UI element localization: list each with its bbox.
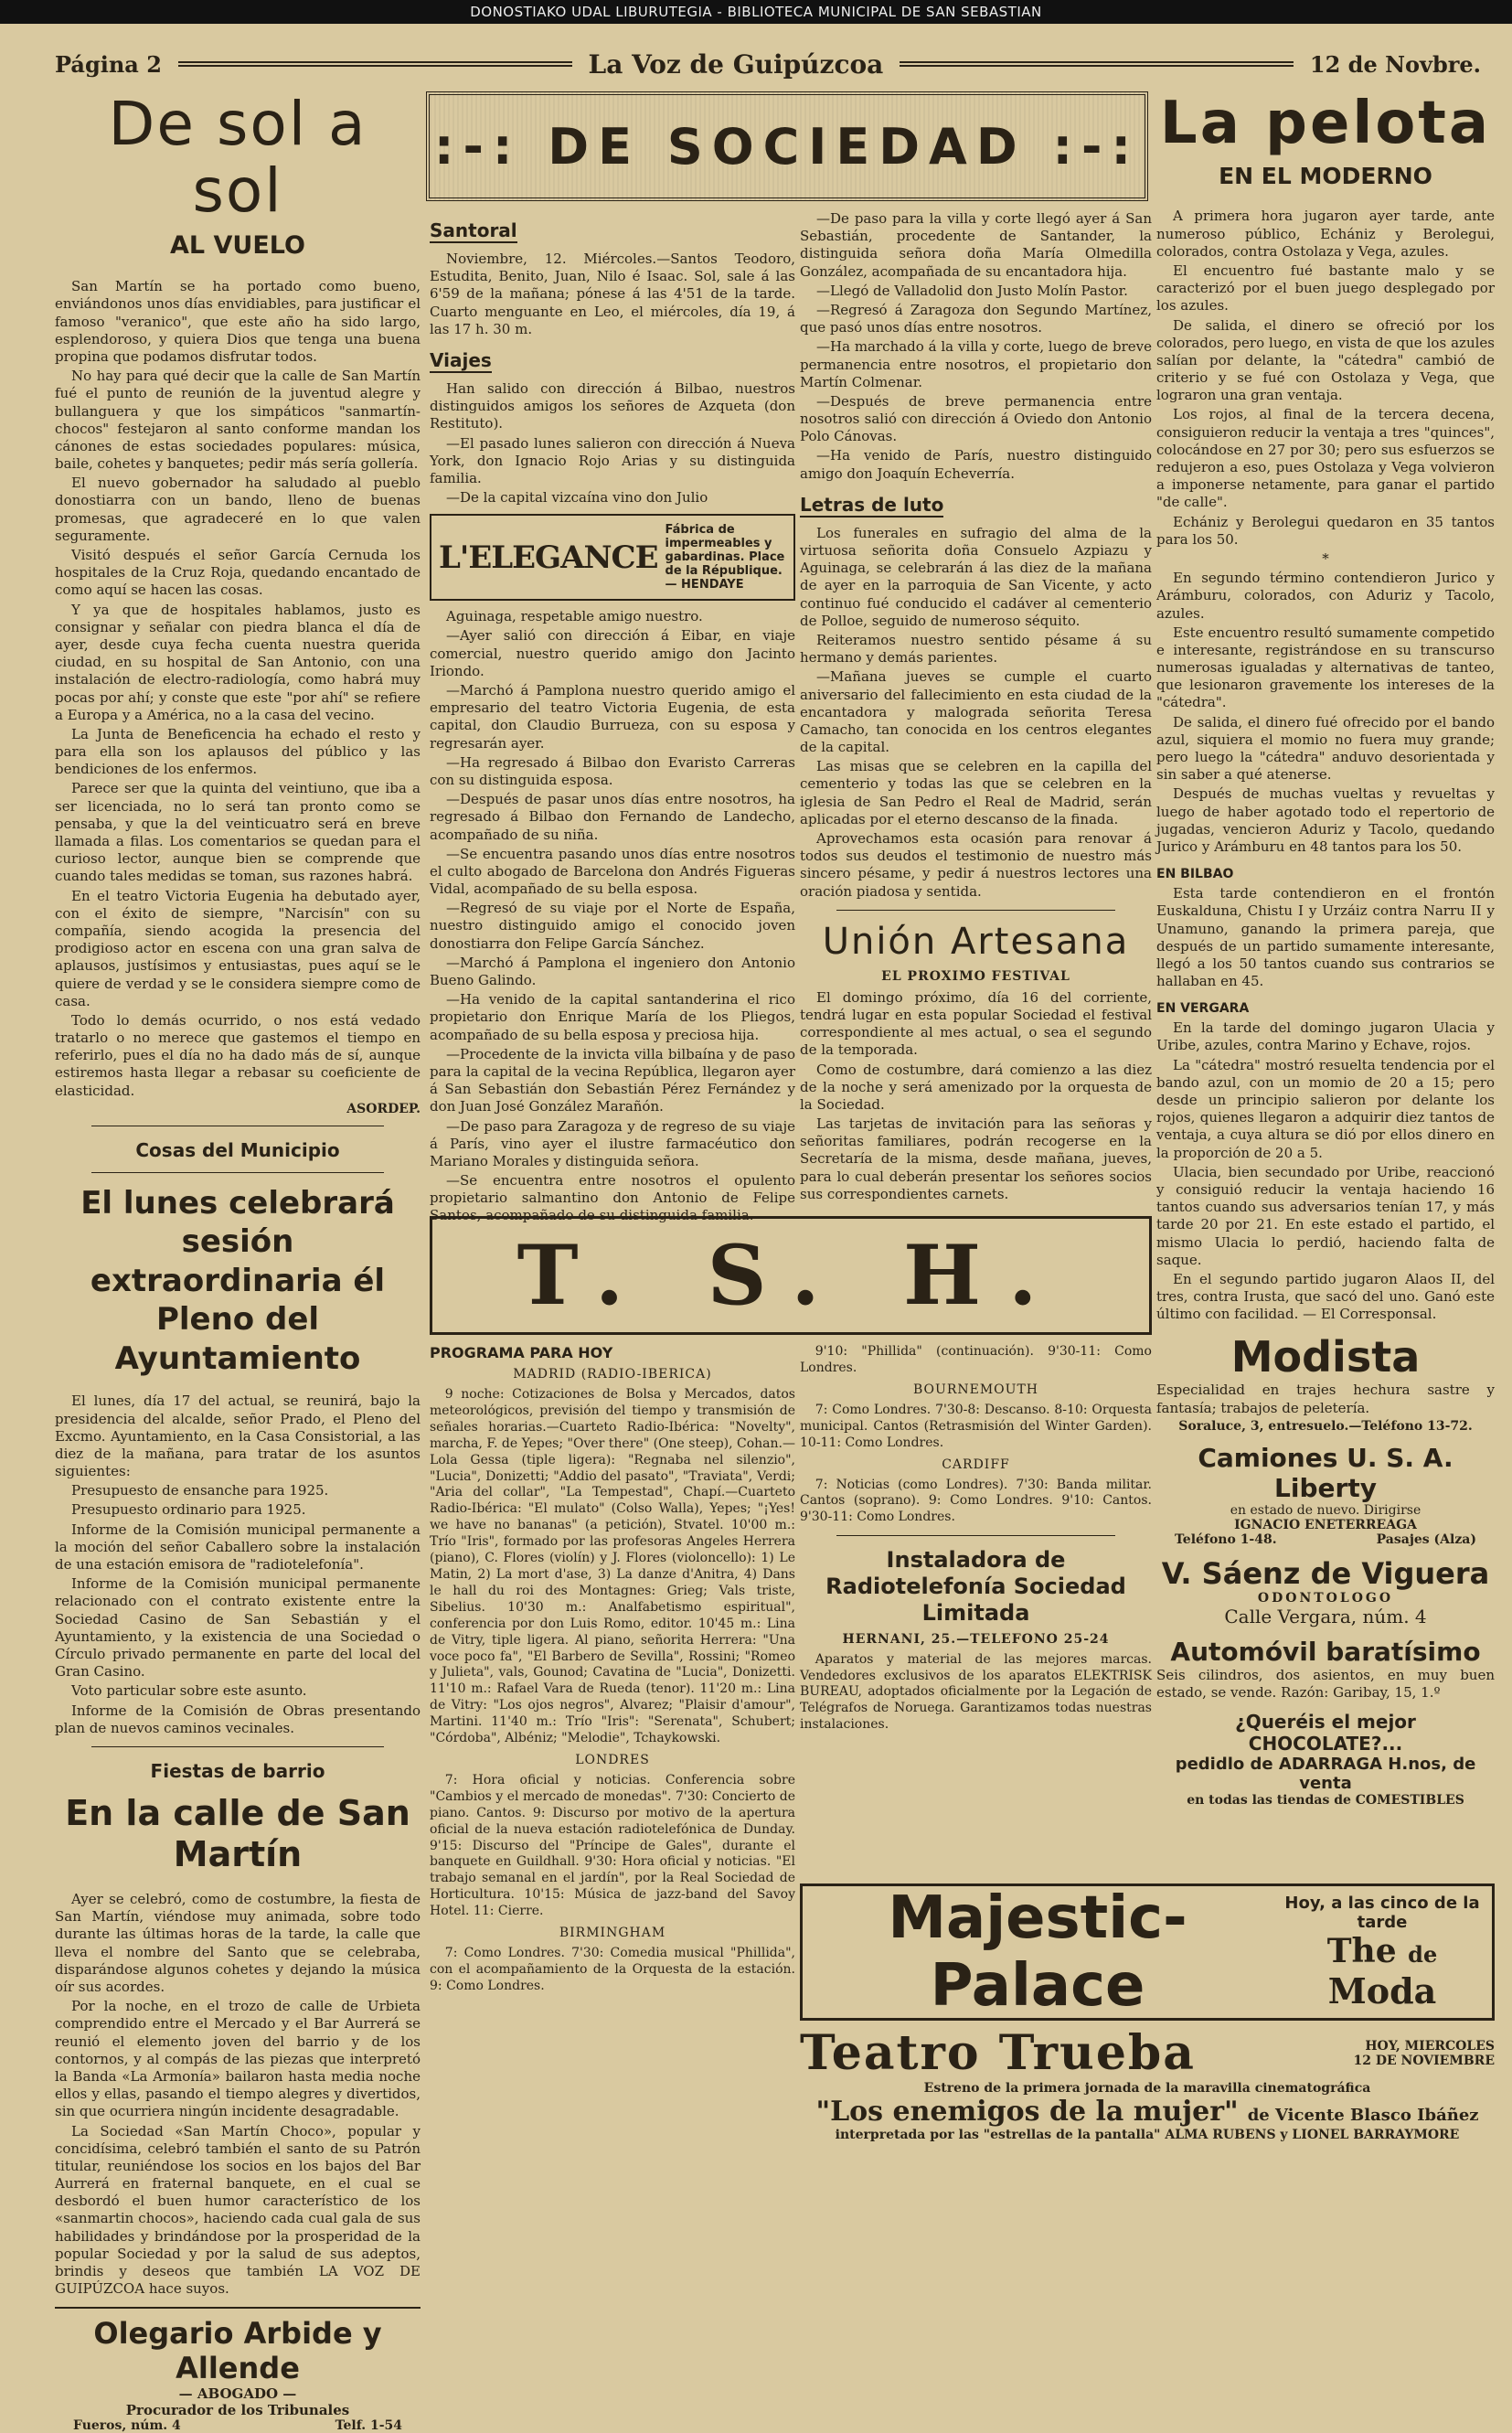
tsh-banner: T. S. H. bbox=[430, 1216, 1152, 1335]
ad-sub: Procurador de los Tribunales bbox=[125, 2402, 350, 2419]
ad-saenz bbox=[1156, 1556, 1495, 1627]
paragraph: —De paso para la villa y corte llegó ayer á San Sebastián, procedente de Santander, la distinguida señora doña María Olmedilla González, acompañada de su encantadora hija. bbox=[800, 210, 1152, 280]
paragraph: Los funerales en sufragio del alma de la virtuosa señorita doña Consuelo Azpiazu y Aguinaga, se celebrarán á las diez de la mañana de ayer en la parroquia de San Vicente, y acto continuo fué conducido el cadáver al cementerio de Polloe, seguido de numeroso séquito. bbox=[800, 524, 1152, 629]
modista-address: Soraluce, 3, entresuelo.—Teléfono 13-72. bbox=[1178, 1418, 1473, 1434]
trueba-cast: interpretada por las "estrellas de la pantalla" ALMA RUBENS y LIONEL BARRAYMORE bbox=[835, 2128, 1460, 2142]
paragraph: Informe de la Comisión de Obras presentando plan de nuevos caminos vecinales. bbox=[55, 1702, 421, 1736]
paragraph: Los rojos, al final de la tercera decena, consiguieron reducir la ventaja a tres "quinces", colocándose en 27 por 30; pero sus esfuerzos se redujeron a eso, pues Ostolaza y Vega volvieron a imponerse netamente, para ganar el partido "de calle". bbox=[1156, 406, 1495, 511]
section-title: Cosas del Municipio bbox=[135, 1138, 340, 1161]
paragraph: Presupuesto ordinario para 1925. bbox=[71, 1501, 306, 1519]
paragraph: Aprovechamos esta ocasión para renovar á todos sus deudos el testimonio de nuestro más sincero pésame, y pedir á nuestros lectores una oración piadosa y sentida. bbox=[800, 830, 1152, 900]
paragraph: Han salido con dirección á Bilbao, nuestros distinguidos amigos los señores de Azqueta (don Restituto). bbox=[430, 379, 795, 432]
paragraph: —Ha venido de París, nuestro distinguido amigo don Joaquín Echeverría. bbox=[800, 447, 1152, 482]
paragraph: * bbox=[1322, 550, 1329, 567]
article-subtitle: AL VUELO bbox=[170, 231, 305, 261]
column-de-sol-a-sol bbox=[55, 89, 421, 2433]
elegance-text: Fábrica de impermeables y gabardinas. Place de la République. — HENDAYE bbox=[665, 523, 785, 592]
section-santoral: Santoral bbox=[430, 219, 517, 241]
section-viajes: Viajes bbox=[430, 348, 492, 371]
paragraph: Después de muchas vueltas y revueltas y luego de haber agotado todo el repertorio de jugadas, vencieron Aduriz y Tacolo, quedando Jurico y Arámburu en 48 tantos para los 50. bbox=[1156, 785, 1495, 855]
header-rule bbox=[900, 61, 1294, 67]
divider bbox=[836, 1535, 1115, 1538]
program-cardiff: 7: Noticias (como Londres). 7'30: Banda militar. Cantos (soprano). 9: Como Londres. 9'10: Cantos. 9'30-11: Como Londres. bbox=[800, 1477, 1152, 1525]
union-body bbox=[800, 989, 1152, 1203]
paragraph: —Después de pasar unos días entre nosotros, ha regresado á Bilbao don Fernando de Landecho, acompañado de su niña. bbox=[430, 791, 795, 843]
paragraph: En el segundo partido jugaron Alaos II, del tres, contra Irusta, que sacó del uno. Ganó este último con facilidad. — El Corresponsal. bbox=[1156, 1270, 1495, 1323]
paragraph: En el teatro Victoria Eugenia ha debutado ayer, con el éxito de siempre, "Narcisín" con su compañía, siendo acogida la presencia del prodigioso actor en escena con una gran salva de aplausos, justísimos y entusiastas, pues aquí se le quiere de verdad y se le considera siempre como de casa. bbox=[55, 887, 421, 1009]
program-birmingham: 7: Como Londres. 7'30: Comedia musical "Phillida", con el acompañamiento de la Orquesta de la estación. 9: Como Londres. bbox=[430, 1946, 795, 1993]
paragraph: El domingo próximo, día 16 del corriente, tendrá lugar en esta popular Sociedad el festival correspondiente al mes actual, o sea el segundo de la temporada. bbox=[800, 988, 1152, 1059]
majestic-side bbox=[1272, 1884, 1492, 2021]
trueba-estreno: Estreno de la primera jornada de la maravilla cinematográfica bbox=[923, 2081, 1371, 2096]
elegance-name: L'ELEGANCE bbox=[439, 539, 658, 576]
modista-text: Especialidad en trajes hechura sastre y fantasía; trabajos de peletería. bbox=[1156, 1382, 1495, 1416]
ad-telephone: Telf. 1-54 bbox=[335, 2418, 402, 2433]
union-title: Unión Artesana bbox=[822, 920, 1130, 963]
instal-address: HERNANI, 25.—TELEFONO 25-24 bbox=[842, 1631, 1110, 1647]
page-header bbox=[55, 46, 1481, 82]
paragraph: —Después de breve permanencia entre nosotros salió con dirección á Oviedo don Antonio Polo Cánovas. bbox=[800, 392, 1152, 445]
trueba-author: de Vicente Blasco Ibáñez bbox=[1247, 2106, 1479, 2125]
paragraph: —Se encuentra entre nosotros el opulento propietario salmantino don Antonio de Felipe Santos, acompañado de su distinguida familia. bbox=[430, 1172, 795, 1224]
paragraph: Y ya que de hospitales hablamos, justo es consignar y señalar con piedra blanca el día de ayer, desde cuya fecha cuenta nuestra querida ciudad, en su hospital de San Antonio, con una instalación de electro-radiología, como habrá muy pocas por ahí; y conste que este "por ahí" se refiere a Europa y a América, no a la casa del vecino. bbox=[55, 601, 421, 723]
paragraph: En segundo término contendieron Jurico y Arámburu, colorados, con Aduriz y Tacolo, azules. bbox=[1156, 570, 1495, 622]
page-number: Página 2 bbox=[55, 50, 162, 78]
majestic-the bbox=[1282, 1932, 1483, 1970]
camiones-text: en estado de nuevo. Dirigirse bbox=[1230, 1502, 1421, 1518]
modista-name: Modista bbox=[1230, 1332, 1421, 1382]
saenz-name: V. Sáenz de Viguera bbox=[1161, 1555, 1490, 1591]
instal-head: Instaladora de Radiotelefonía Sociedad Limitada bbox=[825, 1547, 1126, 1626]
article-body bbox=[1156, 208, 1495, 856]
paper-name: La Voz de Guipúzcoa bbox=[588, 48, 884, 80]
paragraph: No hay para qué decir que la calle de San Martín fué el punto de reunión de la juventud alegre y bullanguera y que los simpáticos "sanmartín-chocos" festejaron al santo conforme mandan los cánones de estas sociedades populares: música, baile, cohetes y banquetes; pedir más sería gollería. bbox=[55, 368, 421, 473]
santoral-text: Noviembre, 12. Miércoles.—Santos Teodoro, Estudita, Benito, Juan, Nilo é Isaac. Sol, sale á las 6'59 de la mañana; pónese á las 4'51 de la tarde. Cuarto menguante en Leo, el miércoles, día 19, á las 17 h. 30 m. bbox=[430, 251, 795, 337]
divider bbox=[836, 910, 1115, 912]
article-body bbox=[55, 278, 421, 1100]
page-date: 12 de Novbre. bbox=[1309, 50, 1482, 78]
paragraph: Aguinaga, respetable amigo nuestro. bbox=[446, 608, 703, 625]
article-subtitle: EN EL MODERNO bbox=[1219, 163, 1432, 190]
ad-camiones bbox=[1156, 1443, 1495, 1547]
paragraph: De salida, el dinero se ofreció por los colorados, pero luego, en vista de que los azules salían por delante, la "cátedra" cambió de criterio y se fué con Ostolaza y Vega, que lograron una gran ventaja. bbox=[1156, 316, 1495, 404]
vergara-head: EN VERGARA bbox=[1156, 1001, 1250, 1017]
majestic-when: Hoy, a las cinco de la tarde bbox=[1284, 1893, 1480, 1932]
trueba-film-row bbox=[800, 2096, 1495, 2128]
majestic-word: de bbox=[1408, 1940, 1438, 1968]
paragraph: De salida, el dinero fué ofrecido por el bando azul, siquiera el momio no fuera muy grande; pero luego la "cátedra" anduvo desorientada y sin saber a qué atenerse. bbox=[1156, 713, 1495, 784]
instal-text: Aparatos y material de las mejores marcas. Vendedores exclusivos de los aparatos ELEKTRISK BUREAU, adoptados oficialmente por la Legación de Telégrafos de Noruega. Garantizamos todas nuestras instalaciones. bbox=[800, 1651, 1152, 1733]
paragraph: Informe de la Comisión municipal permanente relacionado con el contrato existente entre la Sociedad Casino de San Sebastián y el Ayuntamiento, y la existencia de una Sociedad o Círculo privado permanente en parte del local del Gran Casino. bbox=[55, 1575, 421, 1681]
paragraph: Parece ser que la quinta del veintiuno, que iba a ser licenciada, no lo será tan pronto como se pensaba, y que la del veinticuatro será en breve llamada a filas. Los comentarios se quedan para el curioso lector, aunque bien se comprende que cuando tales medidas se toman, sus razones habrá. bbox=[55, 780, 421, 885]
paragraph: —Llegó de Valladolid don Justo Molín Pastor. bbox=[816, 282, 1128, 299]
article-title: De sol a sol bbox=[108, 89, 367, 226]
ad-modista bbox=[1156, 1332, 1495, 1433]
paragraph: —De la capital vizcaína vino don Julio bbox=[446, 489, 708, 507]
paragraph: Echániz y Berolegui quedaron en 35 tantos para los 50. bbox=[1156, 513, 1495, 548]
header-rule bbox=[178, 61, 572, 67]
ad-elegance bbox=[430, 514, 795, 601]
choc-question: ¿Queréis el mejor CHOCOLATE?... bbox=[1235, 1711, 1416, 1755]
paragraph: Voto particular sobre este asunto. bbox=[71, 1682, 307, 1700]
program-bournemouth: 7: Como Londres. 7'30-8: Descanso. 8-10: Orquesta municipal. Cantos (Retrasmisión del Winter Garden). 10-11: Como Londres. bbox=[800, 1402, 1152, 1450]
headline: El lunes celebrará sesión extraordinaria él Pleno del Ayuntamiento bbox=[80, 1184, 395, 1377]
paragraph: El encuentro fué bastante malo y se caracterizó por el buen juego desplegado por los azules. bbox=[1156, 261, 1495, 315]
column-society-2 bbox=[430, 210, 795, 1224]
paragraph: —Regresó de su viaje por el Norte de España, nuestro distinguido amigo el conocido joven donostiarra don Felipe García Sánchez. bbox=[430, 900, 795, 952]
paragraph: —Marchó á Pamplona nuestro querido amigo el empresario del teatro Victoria Eugenia, de esta capital, don Claudio Burrueza, con su esposa y regresarán ayer. bbox=[430, 682, 795, 752]
ad-address: Fueros, núm. 4 bbox=[73, 2418, 181, 2433]
paragraph: Todo lo demás ocurrido, o nos está vedado tratarlo o no merece que gastemos el tiempo en referirlo, pues el día no ha dado más de sí, aunque estiremos hasta llegar a rebasar su coeficiente de elasticidad. bbox=[55, 1011, 421, 1099]
section-luto: Letras de luto bbox=[800, 493, 944, 516]
camiones-addr: Pasajes (Alza) bbox=[1376, 1531, 1476, 1547]
paragraph: Presupuesto de ensanche para 1925. bbox=[71, 1482, 329, 1499]
trueba-when-2: 12 DE NOVIEMBRE bbox=[1353, 2053, 1495, 2068]
camiones-tel: Teléfono 1-48. bbox=[1175, 1531, 1277, 1547]
radio-program-left bbox=[430, 1344, 795, 2304]
camiones-name: Camiones U. S. A. Liberty bbox=[1198, 1442, 1453, 1503]
viajes-body bbox=[430, 608, 795, 1224]
divider bbox=[91, 1126, 384, 1128]
program-cont: 9'10: "Phillida" (continuación). 9'30-11: Como Londres. bbox=[800, 1344, 1152, 1375]
paragraph: —Marchó á Pamplona el ingeniero don Antonio Bueno Galindo. bbox=[430, 954, 795, 988]
program-head: PROGRAMA PARA HOY bbox=[430, 1344, 613, 1361]
radio-program-right bbox=[800, 1344, 1152, 1874]
paragraph: Las misas que se celebren en la capilla del cementerio y todas las que se celebren en la iglesia de San Pedro el Real de Madrid, serán aplicadas por el eterno descanso de la finada. bbox=[800, 758, 1152, 827]
column-society-3 bbox=[800, 210, 1152, 1207]
article-body bbox=[55, 1891, 421, 2298]
paragraph: La Junta de Beneficencia ha echado el resto y para ella son los aplausos del público y las bendiciones de los enfermos. bbox=[55, 725, 421, 778]
majestic-word: The bbox=[1326, 1931, 1397, 1970]
paragraph: Ayer se celebró, como de costumbre, la fiesta de San Martín, viéndose muy animada, sobre todo durante las últimas horas de la tarde, la calle que lleva el nombre del Santo que se celebraba, disparándose algunos cohetes y dejando la música oír sus acordes. bbox=[55, 1891, 421, 1995]
program-madrid-head: MADRID (RADIO-IBERICA) bbox=[513, 1367, 712, 1382]
choc-shops: en todas las tiendas de COMESTIBLES bbox=[1187, 1793, 1464, 1809]
ad-trueba bbox=[800, 2025, 1495, 2142]
auto-text: Seis cilindros, dos asientos, en muy buen estado, se vende. Razón: Garibay, 15, 1.º bbox=[1156, 1666, 1495, 1702]
luto-body bbox=[800, 525, 1152, 901]
paragraph: —Procedente de la invicta villa bilbaína y de paso para la capital de la vecina República, llegaron ayer á San Sebastián don Sebastián Pérez Fernández y don Juan José González Marañón. bbox=[430, 1045, 795, 1115]
paragraph: —De paso para Zaragoza y de regreso de su viaje á París, vino ayer el ilustre farmacéutico don Mariano Morales y distinguida señora. bbox=[430, 1117, 795, 1169]
paragraph: Visitó después el señor García Cernuda los hospitales de la Cruz Roja, quedando encantado de como aquí se hacen las cosas. bbox=[55, 547, 421, 599]
paragraph: Este encuentro resultó sumamente competido e interesante, registrándose en su transcurso numerosas igualadas y alternativas de tanteo, que lesionaron gravemente los intereses de la "cátedra". bbox=[1156, 624, 1495, 711]
ad-majestic bbox=[800, 1883, 1495, 2021]
program-madrid: 9 noche: Cotizaciones de Bolsa y Mercados, datos meteorológicos, previsión del tiempo y transmisión de señales horarias.—Cuarteto Radio-Ibérica: "Novelty", marcha, F. de Yepes; "Over there" (One steep), Cohan.—Lola Gessa (tiple ligera): "Regnaba nel silenzio", "Lucia", Donizetti; "Addio del pasato", "Traviata", Verdi; "Aria del collar", "La Tempestad", Chapí.—Cuarteto Radio-Ibérica: "El mulato" (Colso Walla), Yepes; "¡Yes! we have no bananas" (a petición), Stvatel. 10'00 m.: Trío "Iris", formado por las profesoras Angeles Herrera (piano), C. Flores (violín) y J. Flores (violoncello): 1) Le Matin, 2) La mort d'ase, 3) La danze d'Anitra, 4) Dans le hall du roi des Montagnes: Grieg; Vals triste, Sibelius. 10'30 m.: Analfabetismo espiritual", conferencia por don Luis Romo, editor. 10'45 m.: Lina de Vitry, tiple ligera. Al piano, señorita Herrera: "Una voce poco fa", "El Barbero de Sevilla", Rossini; "Romeo y Julieta", vals, Gounod; Cavatina de "Lucia", Donizetti. 11'10 m.: Rafael Vara de Rueda (tenor). 11'20 m.: Lina de Vitry: "Los ojos negros", Alvarez; "Plaisir d'amour", Martini. 11'40 m.: Trío "Iris": "Serenata", Schubert; "Córdoba", Albéniz; "Melodie", Tchaykowski. bbox=[430, 1387, 795, 1746]
paragraph: —Ha regresado á Bilbao don Evaristo Carreras con su distinguida esposa. bbox=[430, 753, 795, 788]
bilbao-head: EN BILBAO bbox=[1156, 867, 1234, 882]
ad-name: Olegario Arbide y Allende bbox=[93, 2316, 382, 2386]
trueba-when-1: HOY, MIERCOLES bbox=[1365, 2038, 1495, 2054]
divider bbox=[91, 1172, 384, 1175]
saenz-role: ODONTOLOGO bbox=[1257, 1590, 1394, 1606]
divider bbox=[91, 1746, 384, 1749]
article-signature: ASORDEP. bbox=[346, 1101, 421, 1116]
vergara-body bbox=[1156, 1019, 1495, 1323]
paragraph: Las tarjetas de invitación para las señoras y señoritas familiares, podrán recogerse en la Secretaría de la misma, desde mañana, jueves, para lo cual deberán presentar los señores socios sus correspondientes carnets. bbox=[800, 1115, 1152, 1202]
paragraph: Ulacia, bien secundado por Uribe, reaccionó y consiguió reducir la ventaja haciendo 16 tantos cuando sus adversarios tenían 17, y más tarde 20 por 21. En este estado el partido, el mismo Ulacia lo perdió, haciendo falta de saque. bbox=[1156, 1163, 1495, 1268]
festival-head: EL PROXIMO FESTIVAL bbox=[881, 968, 1070, 984]
paragraph: —Ayer salió con dirección á Eibar, en viaje comercial, nuestro querido amigo don Jacinto Iriondo. bbox=[430, 627, 795, 679]
paragraph: La Sociedad «San Martín Choco», popular y concidísima, celebró también el santo de su Patrón titular, reuniéndose los socios en los bajos del Bar Aurrerá en fraternal banquete, en el cual se desbordó el buen humor característico de los «sanmartin chocos», haciendo cada cual gala de sus habilidades y brindándose por la prosperidad de la popular Sociedad y por la salud de sus adeptos, brindis y deseos que también LA VOZ DE GUIPÚZCOA hace suyos. bbox=[55, 2122, 421, 2298]
section-title: Fiestas de barrio bbox=[150, 1759, 325, 1782]
paragraph: Informe de la Comisión municipal permanente a la moción del señor Caballero sobre la instalación de una estación emisora de "radiotelefonía". bbox=[55, 1521, 421, 1573]
paragraph: —Ha venido de la capital santanderina el rico propietario don Enrique María de los Pliegos, acompañado de su bella esposa y preciosa hija. bbox=[430, 991, 795, 1043]
program-londres: 7: Hora oficial y noticias. Conferencia sobre "Cambios y el mercado de monedas". 7'30: Concierto de piano. Cantos. 9: Discurso por motivo de la apertura oficial de la nueva estación radiotelefónica de Dunday. 9'15: Discurso del "Príncipe de Gales", durante el banquete en Guildhall. 9'30: Hora oficial y noticias. "El trabajo semanal en el jardín", por la Real Sociedad de Horticultura. 10'15: Música de jazz-band del Savoy Hotel. 11: Cierre. bbox=[430, 1772, 795, 1919]
trueba-film: "Los enemigos de la mujer" bbox=[815, 2096, 1239, 2128]
program-cardiff-head: CARDIFF bbox=[942, 1457, 1010, 1472]
camiones-contact: IGNACIO ENETERREAGA bbox=[1234, 1517, 1417, 1532]
trueba-row bbox=[800, 2025, 1495, 2081]
ad-arbide bbox=[55, 2307, 421, 2433]
camiones-row bbox=[1156, 1532, 1495, 1547]
saenz-address: Calle Vergara, núm. 4 bbox=[1224, 1605, 1427, 1627]
paragraph: A primera hora jugaron ayer tarde, ante numeroso público, Echániz y Berolegui, colorados, contra Ostolaza y Vega, azules. bbox=[1156, 208, 1495, 260]
society-banner: :-: DE SOCIEDAD :-: bbox=[426, 91, 1148, 201]
paragraph: En la tarde del domingo jugaron Ulacia y Uribe, azules, contra Marino y Echave, rojos. bbox=[1156, 1019, 1495, 1054]
paragraph: Como de costumbre, dará comienzo a las diez de la noche y será amenizado por la orquesta de la Sociedad. bbox=[800, 1061, 1152, 1113]
ad-automovil bbox=[1156, 1637, 1495, 1702]
paragraph: —Mañana jueves se cumple el cuarto aniversario del fallecimiento en esta ciudad de la encantadora y malograda señorita Teresa Camacho, tan conocida en los centros elegantes de la capital. bbox=[800, 668, 1152, 756]
choc-pedidlo: pedidlo de ADARRAGA H.nos, de venta bbox=[1175, 1755, 1476, 1794]
majestic-moda: Moda bbox=[1327, 1969, 1437, 2011]
ad-role: — ABOGADO — bbox=[178, 2385, 297, 2403]
ad-chocolate bbox=[1156, 1711, 1495, 1808]
program-londres-head: LONDRES bbox=[575, 1752, 650, 1767]
paragraph: Reiteramos nuestro sentido pésame á su hermano y demás parientes. bbox=[800, 631, 1152, 667]
paragraph: —El pasado lunes salieron con dirección á Nueva York, don Ignacio Rojo Arias y su distinguida familia. bbox=[430, 434, 795, 486]
society-body bbox=[800, 210, 1152, 483]
program-bournemouth-head: BOURNEMOUTH bbox=[913, 1382, 1038, 1397]
paragraph: —Ha marchado á la villa y corte, luego de breve permanencia entre nosotros, el propietario don Martín Colmenar. bbox=[800, 338, 1152, 390]
majestic-name: Majestic-Palace bbox=[888, 1884, 1187, 2020]
auto-name: Automóvil baratísimo bbox=[1170, 1636, 1481, 1667]
trueba-when bbox=[1353, 2039, 1495, 2068]
library-strip: DONOSTIAKO UDAL LIBURUTEGIA - BIBLIOTECA MUNICIPAL DE SAN SEBASTIAN bbox=[0, 0, 1512, 24]
headline: En la calle de San Martín bbox=[65, 1792, 410, 1875]
article-body bbox=[55, 1393, 421, 1737]
ad-contact bbox=[55, 2418, 421, 2433]
paragraph: La "cátedra" mostró resuelta tendencia por el bando azul, con un momio de 20 a 15; pero desde un principio salieron por delante los rojos, quienes llegaron a adquirir diez tantos de ventaja, a cuya altura se dió por ellos dinero en la proporción de 20 a 5. bbox=[1156, 1056, 1495, 1161]
paragraph: San Martín se ha portado como bueno, enviándonos unos días envidiables, para justificar el famoso "veranico", que este año ha sido largo, esplendoroso, y quiera Dios que tenga una buena propina que podamos disfrutar todos. bbox=[55, 278, 421, 365]
viajes-body bbox=[430, 380, 795, 507]
paragraph: Por la noche, en el trozo de calle de Urbieta comprendido entre el Mercado y el Bar Aurrerá se reunió el elemento joven del barrio y de los contornos, y al compás de las piezas que interpretó la Banda «La Armonía» bailaron hasta media noche ellos y ellas, pasando el tiempo alegres y divertidos, sin que ocurriera ningún incidente desagradable. bbox=[55, 1998, 421, 2120]
paragraph: —Se encuentra pasando unos días entre nosotros el culto abogado de Barcelona don Andrés Figueras Vidal, acompañado de su bella esposa. bbox=[430, 845, 795, 898]
paragraph: —Regresó á Zaragoza don Segundo Martínez, que pasó unos días entre nosotros. bbox=[800, 301, 1152, 336]
paragraph: El lunes, día 17 del actual, se reunirá, bajo la presidencia del alcalde, señor Prado, el Pleno del Excmo. Ayuntamiento, en la Casa Consistorial, a las diez de la mañana, para tratar de los asuntos siguientes: bbox=[55, 1393, 421, 1480]
trueba-name: Teatro Trueba bbox=[800, 2025, 1196, 2081]
article-title: La pelota bbox=[1159, 90, 1492, 157]
paragraph: El nuevo gobernador ha saludado al pueblo donostiarra con un bando, lleno de buenas promesas, que agradeceré en lo que valen seguramente. bbox=[55, 475, 421, 544]
program-birmingham-head: BIRMINGHAM bbox=[559, 1926, 666, 1941]
column-la-pelota bbox=[1156, 91, 1495, 1874]
bilbao-text: Esta tarde contendieron en el frontón Euskalduna, Chistu I y Urzáiz contra Narru II y Unamuno, ganando la primera pareja, que después de un partido sumamente interesante, llegó a los 50 tantos cuando sus contrarios se hallaban en 45. bbox=[1156, 885, 1495, 990]
